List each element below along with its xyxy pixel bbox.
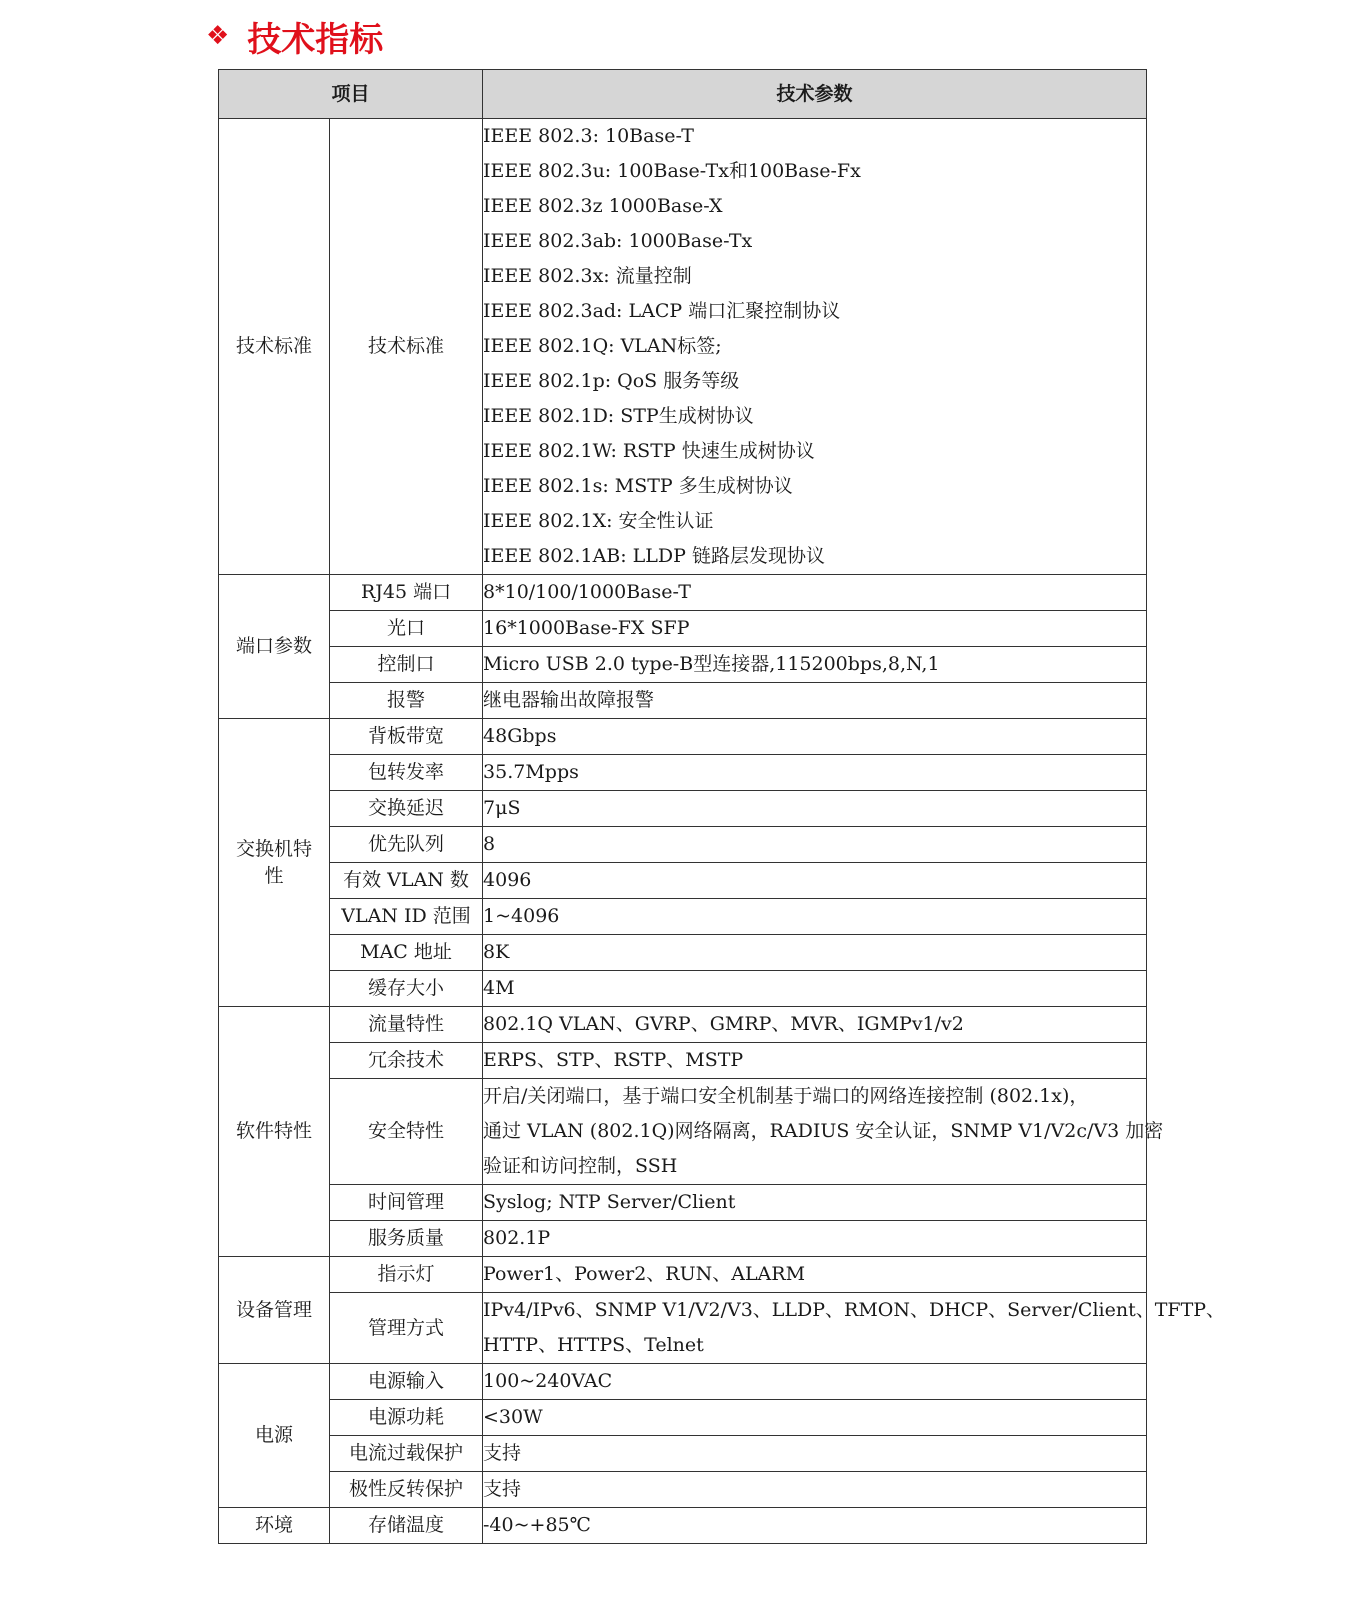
row-label: 光口	[330, 611, 483, 647]
row-value: 7μS	[483, 791, 1147, 827]
row-label: 交换延迟	[330, 791, 483, 827]
standard-line: IEEE 802.1D: STP生成树协议	[483, 405, 754, 427]
diamond-bullet-icon: ❖	[206, 21, 230, 51]
standard-line: IEEE 802.1Q: VLAN标签;	[483, 335, 722, 357]
table-row	[219, 647, 1147, 683]
standard-line: IEEE 802.3ad: LACP 端口汇聚控制协议	[483, 300, 841, 322]
table-row	[219, 1364, 1147, 1400]
table-row	[219, 1185, 1147, 1221]
row-value: 支持	[483, 1472, 1147, 1508]
security-line: 验证和访问控制，SSH	[483, 1155, 678, 1177]
row-label: 电流过载保护	[330, 1436, 483, 1472]
row-value: -40~+85℃	[483, 1508, 1147, 1544]
table-row	[219, 1400, 1147, 1436]
row-label: 时间管理	[330, 1185, 483, 1221]
table-row	[219, 1257, 1147, 1293]
mgmt-line: IPv4/IPv6、SNMP V1/V2/V3、LLDP、RMON、DHCP、Server/Client、TFTP、	[483, 1299, 1226, 1321]
row-label: 指示灯	[330, 1257, 483, 1293]
standards-list	[483, 119, 1147, 575]
header-row	[219, 70, 1147, 119]
row-label: 有效 VLAN 数	[330, 863, 483, 899]
row-value-multiline	[483, 1079, 1164, 1185]
security-line: 开启/关闭端口，基于端口安全机制基于端口的网络连接控制 (802.1x)，	[483, 1085, 1089, 1107]
row-label: 服务质量	[330, 1221, 483, 1257]
standard-line: IEEE 802.1AB: LLDP 链路层发现协议	[483, 545, 825, 567]
group-switch-line1: 交换机特	[235, 837, 312, 860]
row-label: 报警	[330, 683, 483, 719]
row-label: 控制口	[330, 647, 483, 683]
row-label: 极性反转保护	[330, 1472, 483, 1508]
row-value: 48Gbps	[483, 719, 1147, 755]
row-value: 100~240VAC	[483, 1364, 1147, 1400]
label-standards: 技术标准	[330, 119, 483, 575]
header-params: 技术参数	[483, 70, 1147, 119]
standard-line: IEEE 802.1p: QoS 服务等级	[483, 370, 740, 392]
table-row	[219, 719, 1147, 755]
row-label: 安全特性	[330, 1079, 483, 1185]
table-row	[219, 1079, 1147, 1185]
row-label: 管理方式	[330, 1293, 483, 1364]
table-row	[219, 683, 1147, 719]
table-row	[219, 1293, 1147, 1364]
standard-line: IEEE 802.1W: RSTP 快速生成树协议	[483, 440, 815, 462]
row-label: 电源输入	[330, 1364, 483, 1400]
table-row	[219, 1007, 1147, 1043]
row-value: ERPS、STP、RSTP、MSTP	[483, 1043, 1147, 1079]
row-label: 缓存大小	[330, 971, 483, 1007]
group-switch-line2: 性	[264, 864, 284, 887]
table-row	[219, 863, 1147, 899]
table-row	[219, 755, 1147, 791]
row-value: 支持	[483, 1436, 1147, 1472]
row-value: 4M	[483, 971, 1147, 1007]
row-value: 8*10/100/1000Base-T	[483, 575, 1147, 611]
group-software: 软件特性	[219, 1007, 330, 1257]
standard-line: IEEE 802.3x: 流量控制	[483, 265, 692, 287]
group-port: 端口参数	[219, 575, 330, 719]
group-environment: 环境	[219, 1508, 330, 1544]
group-standards: 技术标准	[219, 119, 330, 575]
row-value: Power1、Power2、RUN、ALARM	[483, 1257, 1147, 1293]
row-label: MAC 地址	[330, 935, 483, 971]
spec-table	[218, 69, 1226, 1544]
row-value: 8	[483, 827, 1147, 863]
row-value: 802.1Q VLAN、GVRP、GMRP、MVR、IGMPv1/v2	[483, 1007, 1147, 1043]
table-row	[219, 1043, 1147, 1079]
row-label: 存储温度	[330, 1508, 483, 1544]
standard-line: IEEE 802.3u: 100Base-Tx和100Base-Fx	[483, 160, 861, 182]
standard-line: IEEE 802.3ab: 1000Base-Tx	[483, 230, 753, 252]
row-label: 包转发率	[330, 755, 483, 791]
section-title: 技术指标	[247, 19, 384, 60]
standard-line: IEEE 802.3: 10Base-T	[483, 125, 694, 147]
table-row	[219, 1221, 1147, 1257]
row-value: 1~4096	[483, 899, 1147, 935]
table-row	[219, 971, 1147, 1007]
row-value: 继电器输出故障报警	[483, 683, 1147, 719]
table-row	[219, 611, 1147, 647]
standard-line: IEEE 802.1s: MSTP 多生成树协议	[483, 475, 793, 497]
table-row	[219, 1472, 1147, 1508]
table-row	[219, 791, 1147, 827]
row-value: Micro USB 2.0 type-B型连接器,115200bps,8,N,1	[483, 647, 1147, 683]
table-row	[219, 899, 1147, 935]
section-heading	[206, 14, 383, 58]
header-item: 项目	[219, 70, 483, 119]
standard-line: IEEE 802.3z 1000Base-X	[483, 195, 723, 217]
mgmt-line: HTTP、HTTPS、Telnet	[483, 1334, 704, 1356]
standard-line: IEEE 802.1X: 安全性认证	[483, 510, 714, 532]
row-value: 802.1P	[483, 1221, 1147, 1257]
row-label: 优先队列	[330, 827, 483, 863]
row-label: 冗余技术	[330, 1043, 483, 1079]
security-line: 通过 VLAN (802.1Q)网络隔离，RADIUS 安全认证，SNMP V1/V2c/V3 加密	[483, 1120, 1164, 1142]
row-label: 背板带宽	[330, 719, 483, 755]
standards-row	[219, 119, 1147, 575]
row-value-multiline	[483, 1293, 1226, 1364]
table-row	[219, 575, 1147, 611]
row-value: 35.7Mpps	[483, 755, 1147, 791]
table-row	[219, 1436, 1147, 1472]
table-row	[219, 935, 1147, 971]
row-label: 流量特性	[330, 1007, 483, 1043]
row-label: VLAN ID 范围	[330, 899, 483, 935]
row-label: 电源功耗	[330, 1400, 483, 1436]
group-power: 电源	[219, 1364, 330, 1508]
row-value: 8K	[483, 935, 1147, 971]
row-value: Syslog; NTP Server/Client	[483, 1185, 1147, 1221]
row-value: <30W	[483, 1400, 1147, 1436]
row-value: 16*1000Base-FX SFP	[483, 611, 1147, 647]
table-row	[219, 1508, 1147, 1544]
row-label: RJ45 端口	[330, 575, 483, 611]
group-device: 设备管理	[219, 1257, 330, 1364]
table-row	[219, 827, 1147, 863]
row-value: 4096	[483, 863, 1147, 899]
group-switch	[219, 719, 330, 1007]
